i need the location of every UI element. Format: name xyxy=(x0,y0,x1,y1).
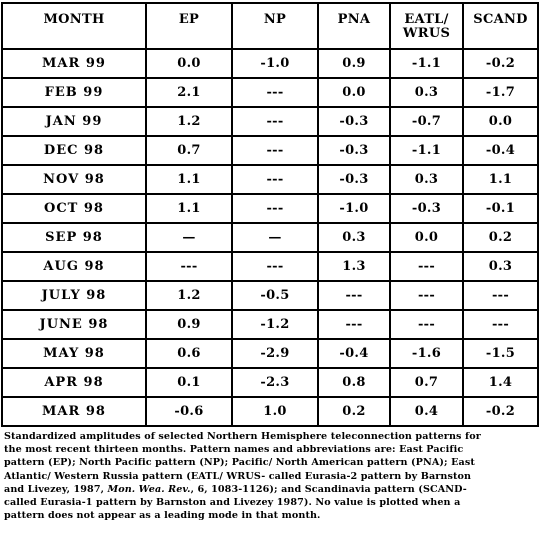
table-row xyxy=(2,223,538,252)
table-row xyxy=(2,165,538,194)
cell-ep: 2.1 xyxy=(146,78,232,107)
cell-month: AUG 98 xyxy=(2,252,146,281)
cell-scand: -0.2 xyxy=(463,49,538,78)
cell-month: OCT 98 xyxy=(2,194,146,223)
cell-scand: -0.2 xyxy=(463,397,538,426)
cell-ep: 0.7 xyxy=(146,136,232,165)
cell-ep: 0.9 xyxy=(146,310,232,339)
header-ep: EP xyxy=(146,3,232,49)
table-row xyxy=(2,78,538,107)
cell-pna: 0.3 xyxy=(318,223,390,252)
table-row xyxy=(2,368,538,397)
caption-text-1: Standardized amplitudes of selected Northern Hemisphere teleconnection patterns for the most recent thirteen months. Pattern names and abbreviations are: East Pacific pattern (EP); North Pacific pattern (NP); Pacific/ North American pattern (PNA); East Atlantic/ Western Russia pattern (EATL/ WRUS- called Eurasia-2 pattern by Barnston and Livezey, 1987, xyxy=(4,431,481,495)
cell-scand: --- xyxy=(463,281,538,310)
header-scand: SCAND xyxy=(463,3,538,49)
cell-month: JAN 99 xyxy=(2,107,146,136)
teleconnection-table xyxy=(1,2,539,427)
cell-np: --- xyxy=(232,165,318,194)
cell-scand: -0.4 xyxy=(463,136,538,165)
cell-scand: 0.0 xyxy=(463,107,538,136)
cell-month: MAR 99 xyxy=(2,49,146,78)
table-row xyxy=(2,136,538,165)
cell-pna: 0.8 xyxy=(318,368,390,397)
cell-scand: -1.7 xyxy=(463,78,538,107)
cell-ep: 0.1 xyxy=(146,368,232,397)
cell-np: -2.9 xyxy=(232,339,318,368)
cell-month: SEP 98 xyxy=(2,223,146,252)
cell-ep: -0.6 xyxy=(146,397,232,426)
table-row xyxy=(2,194,538,223)
cell-month: MAR 98 xyxy=(2,397,146,426)
table-row xyxy=(2,281,538,310)
table-row xyxy=(2,310,538,339)
cell-eatl-wrus: 0.3 xyxy=(390,78,463,107)
cell-eatl-wrus: 0.7 xyxy=(390,368,463,397)
cell-scand: 0.3 xyxy=(463,252,538,281)
cell-ep: 0.0 xyxy=(146,49,232,78)
cell-ep: 0.6 xyxy=(146,339,232,368)
header-row xyxy=(2,3,538,49)
cell-scand: -1.5 xyxy=(463,339,538,368)
cell-eatl-wrus: 0.4 xyxy=(390,397,463,426)
cell-pna: -0.3 xyxy=(318,136,390,165)
cell-np: -2.3 xyxy=(232,368,318,397)
cell-eatl-wrus: -0.7 xyxy=(390,107,463,136)
header-pna: PNA xyxy=(318,3,390,49)
cell-ep: 1.1 xyxy=(146,194,232,223)
cell-eatl-wrus: -1.1 xyxy=(390,136,463,165)
table-row xyxy=(2,49,538,78)
cell-ep: --- xyxy=(146,252,232,281)
cell-pna: 0.9 xyxy=(318,49,390,78)
cell-month: MAY 98 xyxy=(2,339,146,368)
cell-np: --- xyxy=(232,107,318,136)
cell-ep: — xyxy=(146,223,232,252)
table-body xyxy=(2,49,538,426)
cell-pna: -0.3 xyxy=(318,107,390,136)
cell-np: -1.2 xyxy=(232,310,318,339)
cell-np: --- xyxy=(232,136,318,165)
cell-pna: -1.0 xyxy=(318,194,390,223)
cell-pna: -0.4 xyxy=(318,339,390,368)
cell-ep: 1.1 xyxy=(146,165,232,194)
table-row xyxy=(2,107,538,136)
header-np: NP xyxy=(232,3,318,49)
table-row xyxy=(2,252,538,281)
cell-eatl-wrus: 0.0 xyxy=(390,223,463,252)
cell-month: FEB 99 xyxy=(2,78,146,107)
cell-month: JUNE 98 xyxy=(2,310,146,339)
cell-pna: 0.2 xyxy=(318,397,390,426)
caption-text-2: , 6, 1083-1126); and Scandinavia pattern (SCAND- called Eurasia-1 pattern by Barnston and Livezey 1987). No value is plotted when a pattern does not appear as a leading mode in that month. xyxy=(4,483,467,522)
cell-month: DEC 98 xyxy=(2,136,146,165)
cell-pna: -0.3 xyxy=(318,165,390,194)
cell-np: -1.0 xyxy=(232,49,318,78)
cell-month: JULY 98 xyxy=(2,281,146,310)
cell-eatl-wrus: -1.1 xyxy=(390,49,463,78)
cell-np: --- xyxy=(232,78,318,107)
caption-journal: Mon. Wea. Rev. xyxy=(107,483,191,495)
cell-pna: --- xyxy=(318,310,390,339)
cell-pna: --- xyxy=(318,281,390,310)
cell-eatl-wrus: -0.3 xyxy=(390,194,463,223)
header-month: MONTH xyxy=(2,3,146,49)
table-row xyxy=(2,397,538,426)
cell-eatl-wrus: 0.3 xyxy=(390,165,463,194)
table-caption xyxy=(4,430,538,522)
cell-scand: 1.1 xyxy=(463,165,538,194)
table-row xyxy=(2,339,538,368)
cell-scand: --- xyxy=(463,310,538,339)
cell-ep: 1.2 xyxy=(146,107,232,136)
cell-np: -0.5 xyxy=(232,281,318,310)
cell-eatl-wrus: --- xyxy=(390,252,463,281)
cell-scand: 0.2 xyxy=(463,223,538,252)
cell-scand: -0.1 xyxy=(463,194,538,223)
cell-eatl-wrus: -1.6 xyxy=(390,339,463,368)
cell-scand: 1.4 xyxy=(463,368,538,397)
cell-np: 1.0 xyxy=(232,397,318,426)
cell-pna: 0.0 xyxy=(318,78,390,107)
cell-month: NOV 98 xyxy=(2,165,146,194)
cell-pna: 1.3 xyxy=(318,252,390,281)
cell-month: APR 98 xyxy=(2,368,146,397)
cell-eatl-wrus: --- xyxy=(390,281,463,310)
cell-ep: 1.2 xyxy=(146,281,232,310)
header-eatl-wrus: EATL/ WRUS xyxy=(390,3,463,49)
cell-np: --- xyxy=(232,252,318,281)
cell-np: — xyxy=(232,223,318,252)
cell-eatl-wrus: --- xyxy=(390,310,463,339)
cell-np: --- xyxy=(232,194,318,223)
